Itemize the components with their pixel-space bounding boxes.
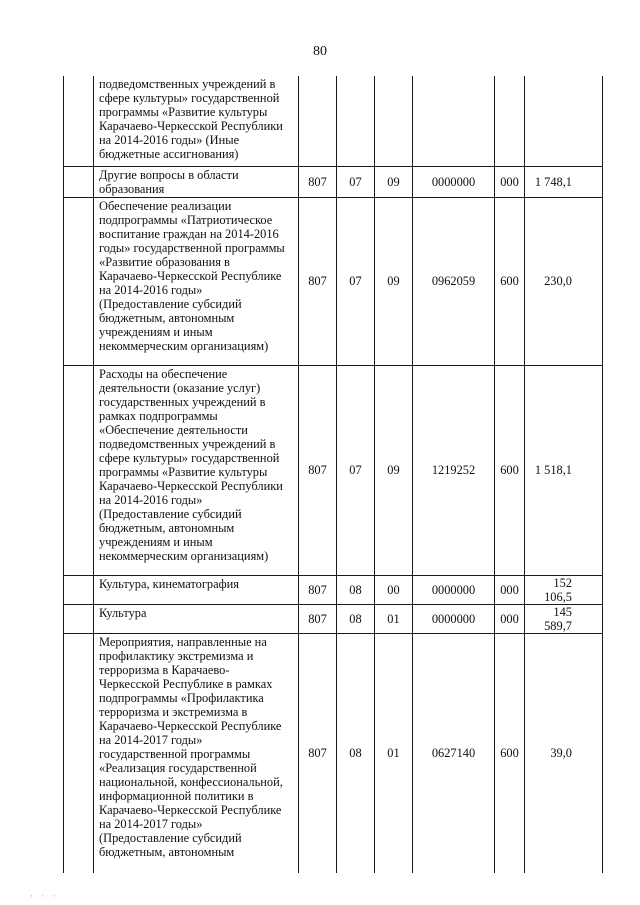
row-name: Расходы на обеспечение деятельности (оказание услуг) государственных учреждений в рамках подпрограммы «Обеспечение деятельности подведомственных учреждений в сфере культуры» государственной программы «Развитие культуры Карачаево-Черкесской Республики на 2014-2016 годы» (Предоставление субсидий бюджетным, автономным учреждениям и иным некоммерческим организациям) [94,365,299,575]
subsection-code: 01 [375,604,413,633]
amount-cell: 1 748,1 [525,166,603,197]
expense-type-code: 000 [495,575,525,604]
section-code [337,76,375,166]
section-code: 08 [337,604,375,633]
section-code: 07 [337,166,375,197]
row-name: Другие вопросы в области образования [94,166,299,197]
expense-type-code: 600 [495,365,525,575]
budget-table [63,76,603,873]
row-name: Мероприятия, направленные на профилактику экстремизма и терроризма в Карачаево- Черкесской Республике в рамках подпрограммы «Профилактика терроризма и экстремизма в Карачаево-Черкесской Республике на 2014-2017 годы» государственной программы «Реализация государственной национальной, конфессиональной, информационной политики в Карачаево-Черкесской Республике на 2014-2017 годы» (Предоставление субсидий бюджетным, автономным [94,633,299,873]
table-row [64,197,603,365]
row-name: подведомственных учреждений в сфере культуры» государственной программы «Развитие культуры Карачаево-Черкесской Республики на 2014-2016 годы» (Иные бюджетные ассигнования) [94,76,299,166]
subsection-code: 01 [375,633,413,873]
row-name: Обеспечение реализации подпрограммы «Патриотическое воспитание граждан на 2014-2016 годы» государственной программы «Развитие образования в Карачаево-Черкесской Республике на 2014-2016 годы» (Предоставление субсидий бюджетным, автономным учреждениям и иным некоммерческим организациям) [94,197,299,365]
expense-type-code: 600 [495,633,525,873]
table-row [64,166,603,197]
section-code: 07 [337,197,375,365]
amount-cell: 230,0 [525,197,603,365]
subsection-code: 09 [375,365,413,575]
amount-cell: 152 106,5 [525,575,603,604]
subsection-code: 09 [375,197,413,365]
amount-cell: 39,0 [525,633,603,873]
row-marker-cell [64,76,94,166]
row-marker-cell [64,575,94,604]
target-code: 0627140 [413,633,495,873]
table-row [64,365,603,575]
target-code: 0000000 [413,166,495,197]
row-name: Культура [94,604,299,633]
table-row [64,76,603,166]
ministry-code: 807 [299,197,337,365]
target-code: 0000000 [413,575,495,604]
target-code: 0000000 [413,604,495,633]
subsection-code: 00 [375,575,413,604]
row-marker-cell [64,633,94,873]
section-code: 07 [337,365,375,575]
row-name: Культура, кинематография [94,575,299,604]
target-code: 1219252 [413,365,495,575]
row-marker-cell [64,197,94,365]
target-code: 0962059 [413,197,495,365]
amount-cell: 145 589,7 [525,604,603,633]
page-number: 80 [313,44,327,59]
expense-type-code [495,76,525,166]
amount-cell [525,76,603,166]
ministry-code: 807 [299,633,337,873]
budget-table-body [64,76,603,873]
scan-noise-marks: · · · [30,891,59,901]
table-row [64,604,603,633]
row-marker-cell [64,166,94,197]
target-code [413,76,495,166]
subsection-code [375,76,413,166]
row-marker-cell [64,365,94,575]
ministry-code: 807 [299,604,337,633]
amount-cell: 1 518,1 [525,365,603,575]
expense-type-code: 000 [495,166,525,197]
ministry-code: 807 [299,166,337,197]
ministry-code: 807 [299,575,337,604]
row-marker-cell [64,604,94,633]
ministry-code: 807 [299,365,337,575]
subsection-code: 09 [375,166,413,197]
expense-type-code: 600 [495,197,525,365]
ministry-code [299,76,337,166]
section-code: 08 [337,633,375,873]
expense-type-code: 000 [495,604,525,633]
table-row [64,575,603,604]
table-row [64,633,603,873]
section-code: 08 [337,575,375,604]
